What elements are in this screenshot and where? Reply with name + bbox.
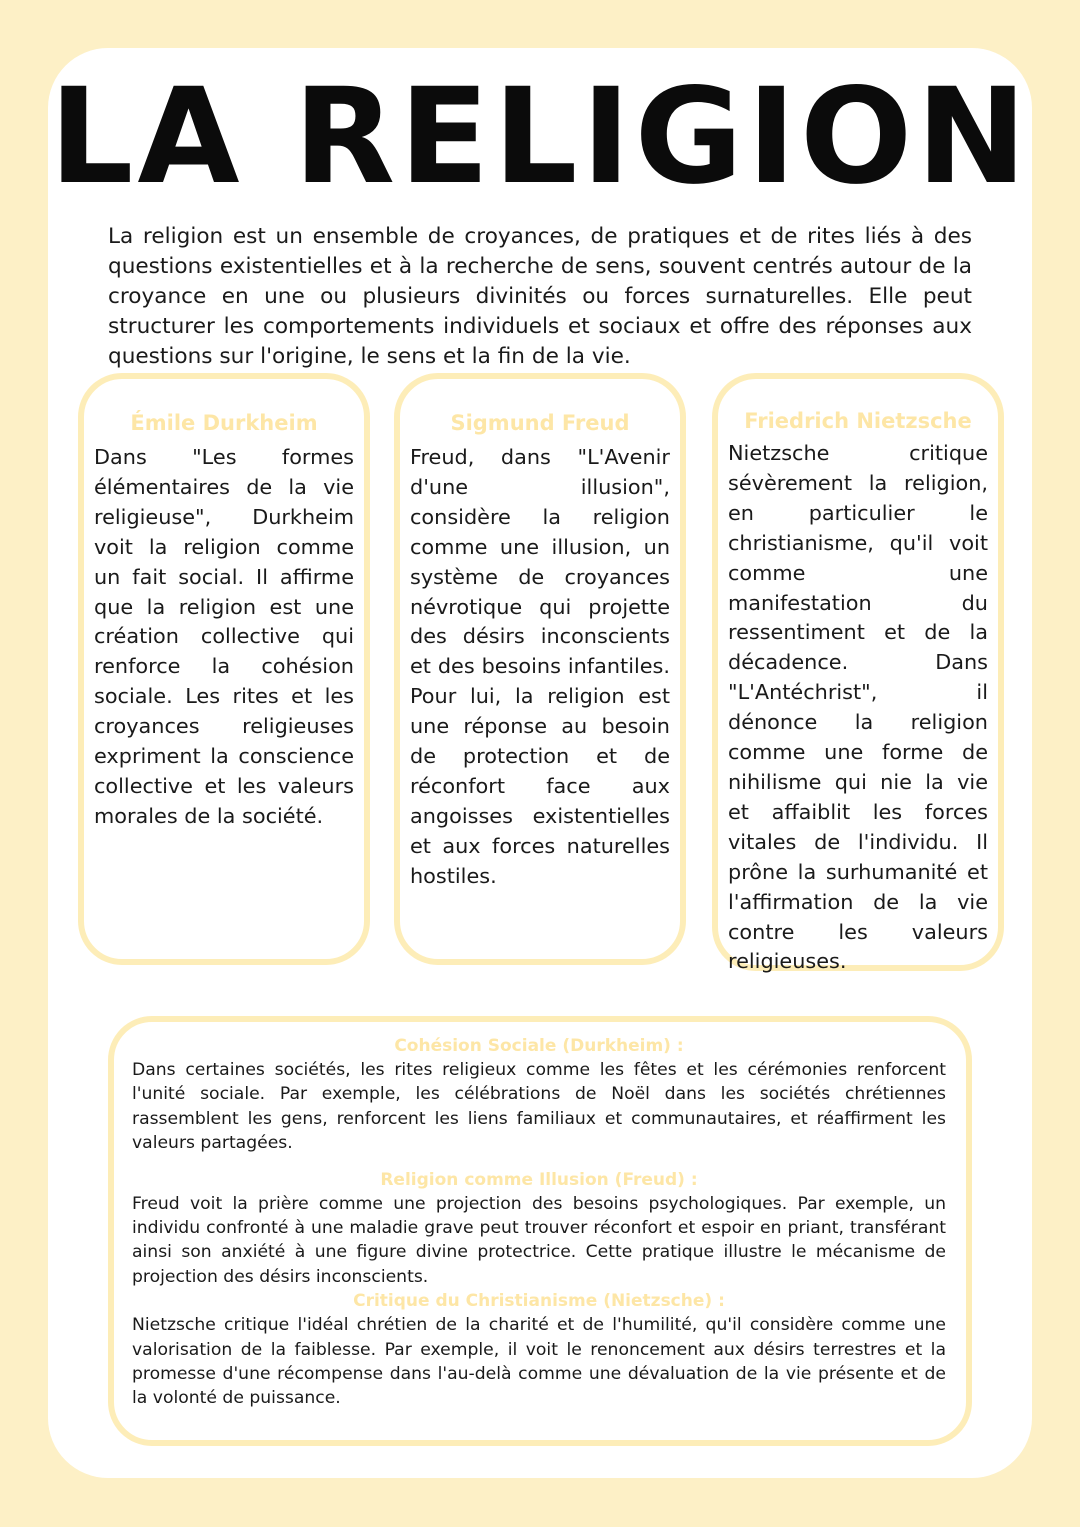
card-durkheim: [78, 373, 370, 965]
example-body-freud: Freud voit la prière comme une projection des besoins psychologiques. Par exemple, un individu confronté à une maladie grave peut trouver réconfort et espoir en priant, transférant ainsi son anxiété à une figure divine protectrice. Cette pratique illustre le mécanisme de projection des désirs inconscients.: [132, 1193, 946, 1287]
card-title-nietzsche: Friedrich Nietzsche: [744, 409, 972, 433]
card-title-freud: Sigmund Freud: [450, 411, 630, 435]
example-title-freud: Religion comme Illusion (Freud) :: [380, 1169, 698, 1190]
card-body-nietzsche: Nietzsche critique sévèrement la religion, en particulier le christianisme, qu'il voit comme une manifestation du ressentiment et de la décadence. Dans "L'Antéchrist", il dénonce la religion comme une forme de nihilisme qui nie la vie et affaiblit les forces vitales de l'individu. Il prône la surhumanité et l'affirmation de la vie contre les valeurs religieuses.: [728, 441, 988, 974]
example-body-durkheim: Dans certaines sociétés, les rites religieux comme les fêtes et les cérémonies renforcent l'unité sociale. Par exemple, les célébrations de Noël dans les sociétés chrétiennes rassemblent les gens, renforcent les liens familiaux et communautaires, et réaffirment les valeurs partagées.: [132, 1060, 946, 1154]
card-body-freud: Freud, dans "L'Avenir d'une illusion", considère la religion comme une illusion, un système de croyances névrotique qui projette des désirs inconscients et des besoins infantiles. Pour lui, la religion est une réponse au besoin de protection et de réconfort face aux angoisses existentielles et aux forces naturelles hostiles.: [410, 445, 670, 888]
page-title: LA RELIGION: [49, 60, 1031, 214]
example-title-nietzsche: Critique du Christianisme (Nietzsche) :: [353, 1291, 725, 1312]
example-body-nietzsche: Nietzsche critique l'idéal chrétien de la charité et de l'humilité, qu'il considère comme une valorisation de la faiblesse. Par exemple, il voit le renoncement aux désirs terrestres et la promesse d'une récompense dans l'au-delà comme une dévaluation de la vie présente et de la volonté de puissance.: [132, 1315, 946, 1409]
example-title-durkheim: Cohésion Sociale (Durkheim) :: [394, 1036, 684, 1056]
card-nietzsche: [712, 373, 1004, 974]
card-body-durkheim: Dans "Les formes élémentaires de la vie religieuse", Durkheim voit la religion comme un fait social. Il affirme que la religion est une création collective qui renforce la cohésion sociale. Les rites et les croyances religieuses expriment la conscience collective et les valeurs morales de la société.: [94, 445, 354, 828]
card-freud: [394, 373, 686, 965]
examples-box: [108, 1016, 972, 1446]
intro-paragraph: La religion est un ensemble de croyances, de pratiques et de rites liés à des questions existentielles et à la recherche de sens, souvent centrés autour de la croyance en une ou plusieurs divinités ou forces surnaturelles. Elle peut structurer les comportements individuels et sociaux et offre des réponses aux questions sur l'origine, le sens et la fin de la vie.: [108, 224, 972, 369]
card-title-durkheim: Émile Durkheim: [130, 411, 318, 435]
